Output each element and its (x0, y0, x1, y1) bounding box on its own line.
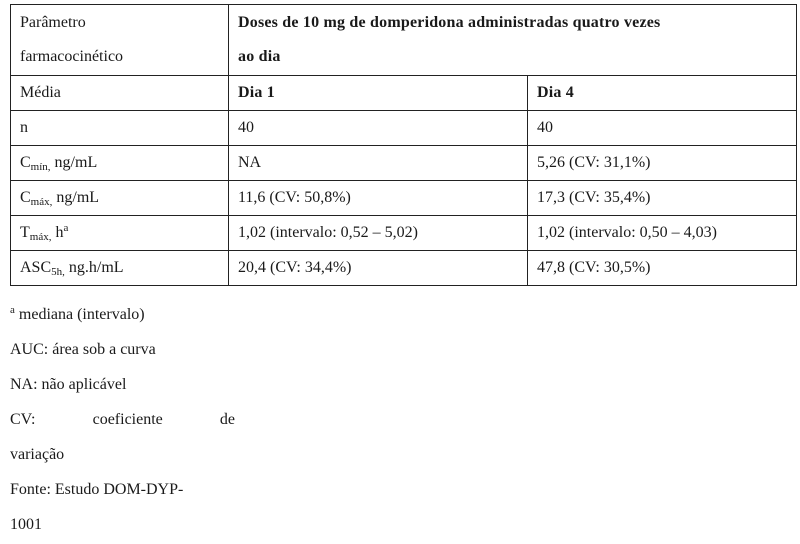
cv-note-line2: variação (10, 446, 65, 463)
row-param-cell (11, 146, 229, 181)
param-main: C (20, 189, 31, 206)
footnote-text: mediana (intervalo) (14, 306, 145, 323)
param-header-line2: farmacocinético (20, 48, 124, 65)
param-header-line1: Parâmetro (20, 14, 86, 31)
row-day1-cell: 1,02 (intervalo: 0,52 – 5,02) (229, 216, 528, 251)
row-param-cell (11, 216, 229, 251)
row-day1-cell: NA (229, 146, 528, 181)
footnote-marker: a (10, 304, 15, 316)
row-param-cell (11, 251, 229, 286)
source-note-line1: Fonte: Estudo DOM-DYP- (10, 481, 184, 498)
param-subscript: máx, (30, 196, 53, 208)
table-row (11, 251, 797, 286)
row-day4-cell: 17,3 (CV: 35,4%) (528, 181, 797, 216)
param-header-cell (11, 5, 229, 76)
row-param-cell (11, 181, 229, 216)
param-subscript: 5h, (51, 266, 65, 278)
row-day4-cell: 5,26 (CV: 31,1%) (528, 146, 797, 181)
row-day4-cell: 40 (528, 111, 797, 146)
param-subscript: máx, (29, 231, 52, 243)
param-main: T (20, 224, 30, 241)
cv-note-line1 (10, 402, 235, 437)
dose-header-line2: ao dia (238, 48, 281, 65)
footnote-line (10, 297, 235, 332)
param-main: C (20, 154, 31, 171)
table-row (11, 216, 797, 251)
cv-word: de (219, 411, 235, 428)
param-superscript: a (63, 222, 69, 234)
row-day4-cell: 47,8 (CV: 30,5%) (528, 251, 797, 286)
auc-note: AUC: área sob a curva (10, 341, 156, 358)
dose-header-cell (229, 5, 797, 76)
na-note: NA: não aplicável (10, 376, 127, 393)
row-param-cell: n (11, 111, 229, 146)
table-header-row (11, 5, 797, 76)
cv-word: CV: (10, 411, 36, 428)
day1-header-cell: Dia 1 (229, 76, 528, 111)
table-row (11, 146, 797, 181)
row-day1-cell: 40 (229, 111, 528, 146)
param-unit: ng/mL (52, 189, 100, 206)
dose-header-line1: Doses de 10 mg de domperidona administradas quatro vezes (238, 14, 661, 31)
table-row (11, 111, 797, 146)
param-main: ASC (20, 259, 52, 276)
row-day4-cell: 1,02 (intervalo: 0,50 – 4,03) (528, 216, 797, 251)
cv-word: coeficiente (92, 411, 163, 428)
row-day1-cell: 11,6 (CV: 50,8%) (229, 181, 528, 216)
table-subheader-row (11, 76, 797, 111)
pharmacokinetic-table (10, 4, 797, 286)
day4-header-cell: Dia 4 (528, 76, 797, 111)
param-unit: h (51, 224, 64, 241)
param-unit: ng.h/mL (64, 259, 124, 276)
param-unit: ng/mL (50, 154, 98, 171)
mean-label-cell: Média (11, 76, 229, 111)
param-subscript: mín, (30, 161, 51, 173)
table-notes (10, 297, 235, 542)
table-row (11, 181, 797, 216)
row-day1-cell: 20,4 (CV: 34,4%) (229, 251, 528, 286)
source-note-line2: 1001 (10, 516, 42, 533)
